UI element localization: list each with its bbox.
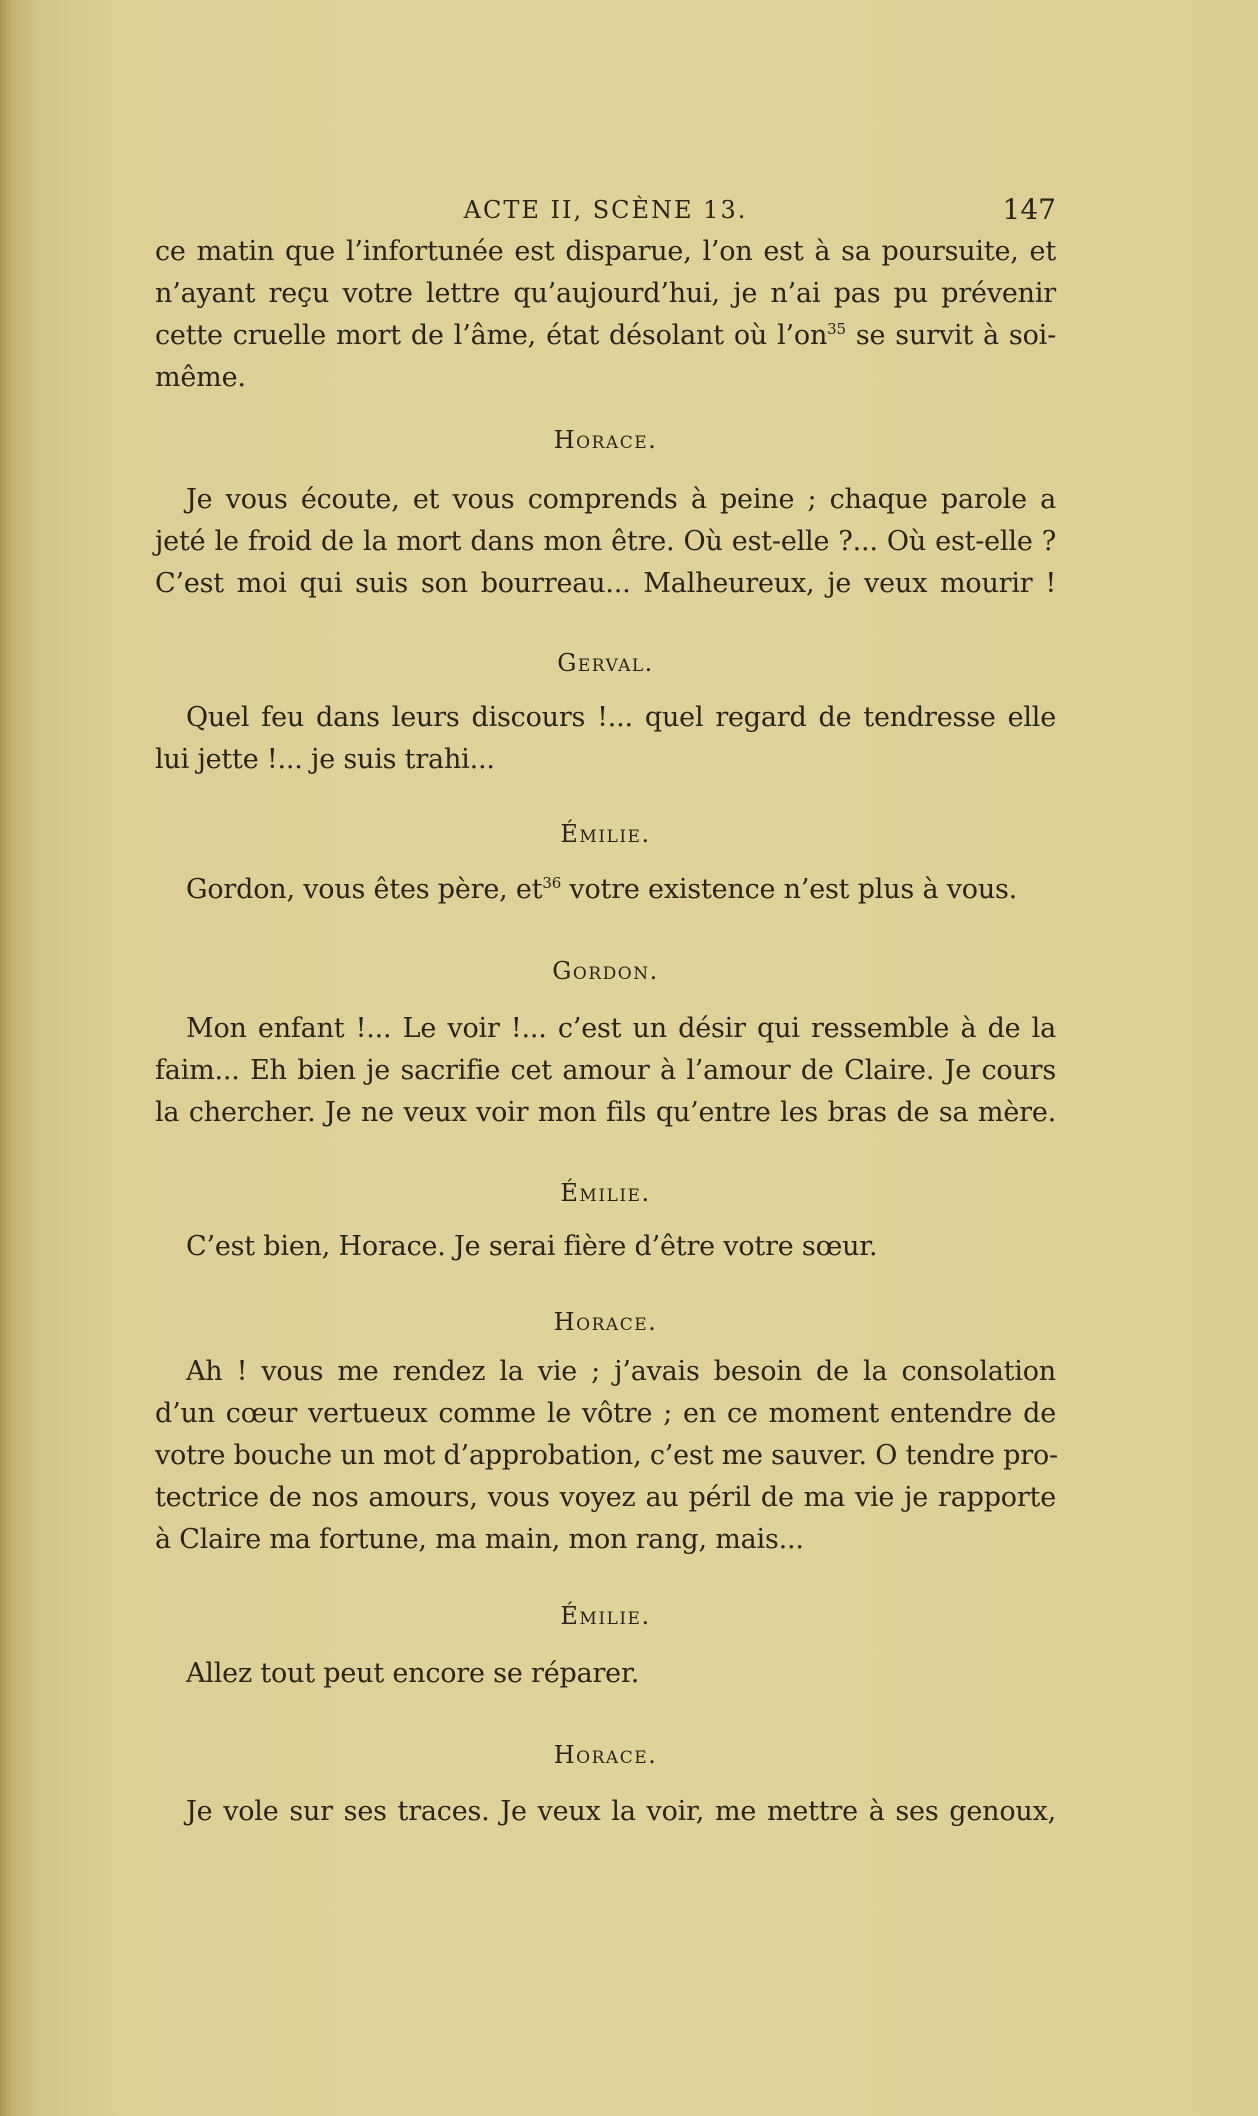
text-line: Je vous écoute, et vous comprends à peine ; chaque parole a — [186, 484, 1056, 515]
text-line: tectrice de nos amours, vous voyez au péril de ma vie je rapporte — [155, 1482, 1056, 1513]
line-text: se survit à soi- — [845, 320, 1056, 351]
running-header — [155, 190, 1056, 230]
line-text: votre existence n’est plus à vous. — [561, 874, 1018, 905]
text-line: Je vole sur ses traces. Je veux la voir, me mettre à ses genoux, — [186, 1796, 1056, 1827]
speaker-heading: Émilie. — [560, 1179, 651, 1207]
line-text: cette cruelle mort de l’âme, état désolant où l’on — [155, 320, 828, 351]
running-title: ACTE II, SCÈNE 13. — [463, 196, 748, 224]
text-line — [155, 315, 1056, 357]
text-line: n’ayant reçu votre lettre qu’aujourd’hui, je n’ai pas pu prévenir — [155, 278, 1056, 309]
speaker-heading: Horace. — [553, 426, 658, 454]
footnote-ref: 35 — [827, 320, 846, 338]
page-number: 147 — [1002, 193, 1056, 226]
speaker-heading: Gordon. — [552, 957, 659, 985]
speech — [155, 1351, 1056, 1561]
speech — [155, 1653, 1056, 1695]
text-line: lui jette !... je suis trahi... — [155, 744, 495, 775]
text-line: Quel feu dans leurs discours !... quel regard de tendresse elle — [186, 702, 1056, 733]
text-line: jeté le froid de la mort dans mon être. Où est-elle ?... Où est-elle ? — [155, 526, 1056, 557]
speaker-heading: Horace. — [553, 1741, 658, 1769]
speaker-heading: Horace. — [553, 1308, 658, 1336]
text-line: même. — [155, 362, 246, 393]
speech — [155, 1791, 1056, 1833]
text-line: C’est moi qui suis son bourreau... Malheureux, je veux mourir ! — [155, 568, 1056, 599]
speech — [155, 869, 1056, 911]
paragraph-continuation — [155, 231, 1056, 399]
text-line: faim... Eh bien je sacrifie cet amour à l’amour de Claire. Je cours — [155, 1055, 1056, 1086]
text-line: d’un cœur vertueux comme le vôtre ; en ce moment entendre de — [155, 1398, 1056, 1429]
speech — [155, 697, 1056, 781]
line-text: Gordon, vous êtes père, et — [186, 874, 543, 905]
text-line: votre bouche un mot d’approbation, c’est me sauver. O tendre pro- — [155, 1440, 1058, 1471]
text-line: C’est bien, Horace. Je serai fière d’être votre sœur. — [186, 1231, 878, 1262]
speech — [155, 1008, 1056, 1134]
speech — [155, 479, 1056, 605]
text-line — [155, 869, 1056, 911]
text-line: Mon enfant !... Le voir !... c’est un désir qui ressemble à de la — [186, 1013, 1056, 1044]
text-line: à Claire ma fortune, ma main, mon rang, mais... — [155, 1524, 804, 1555]
text-line: Allez tout peut encore se réparer. — [186, 1658, 640, 1689]
speaker-heading: Gerval. — [557, 649, 654, 677]
speaker-heading: Émilie. — [560, 820, 651, 848]
footnote-ref: 36 — [542, 874, 562, 892]
speaker-heading: Émilie. — [560, 1602, 651, 1630]
text-line: ce matin que l’infortunée est disparue, l’on est à sa poursuite, et — [155, 236, 1056, 267]
speech — [155, 1226, 1056, 1268]
text-line: Ah ! vous me rendez la vie ; j’avais besoin de la consolation — [186, 1356, 1056, 1387]
text-line: la chercher. Je ne veux voir mon fils qu’entre les bras de sa mère. — [155, 1097, 1056, 1128]
